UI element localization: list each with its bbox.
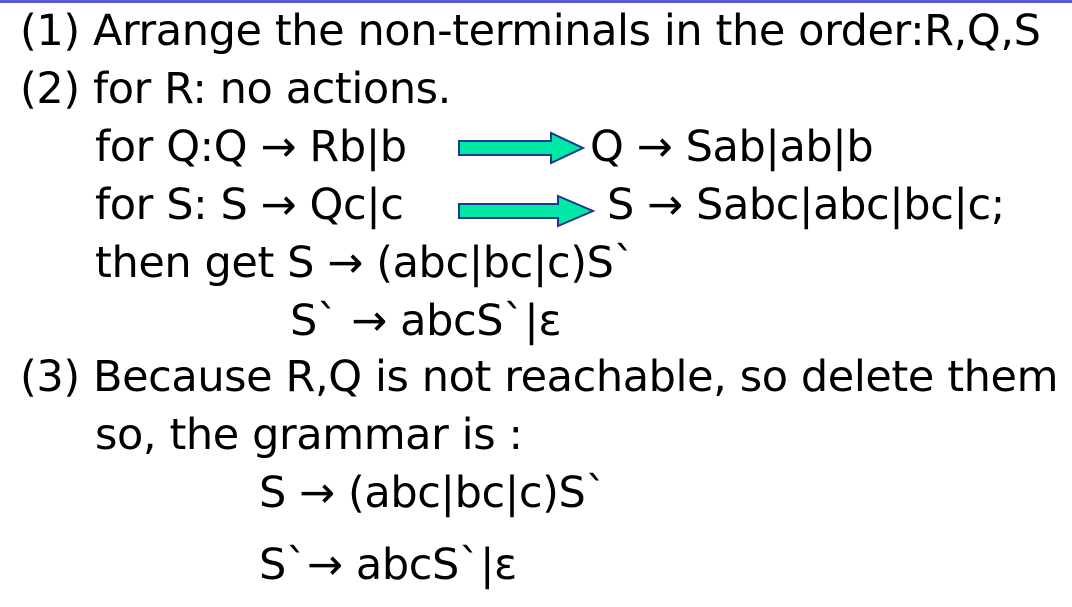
s-prime-rule-1: S` → abcS`|ε	[290, 296, 562, 346]
rule-for-s-left: for S: S → Qc|c	[95, 180, 404, 230]
step-3-line: (3) Because R,Q is not reachable, so delete them	[20, 352, 1059, 402]
rule-for-s-right: S → Sabc|abc|bc|c;	[607, 180, 1005, 230]
right-arrow-icon	[456, 193, 596, 229]
final-rule-2: S`→ abcS`|ε	[259, 540, 517, 590]
step-2-line: (2) for R: no actions.	[20, 64, 451, 114]
final-rule-1: S → (abc|bc|c)S`	[259, 468, 607, 518]
so-grammar-line: so, the grammar is :	[95, 410, 523, 460]
rule-for-q-right: Q → Sab|ab|b	[590, 122, 874, 172]
step-1-line: (1) Arrange the non-terminals in the order:R,Q,S	[20, 6, 1041, 56]
right-arrow-icon	[456, 130, 586, 166]
then-get-line: then get S → (abc|bc|c)S`	[95, 238, 635, 288]
slide-accent-bar	[0, 0, 1072, 3]
rule-for-q-left: for Q:Q → Rb|b	[95, 122, 407, 172]
